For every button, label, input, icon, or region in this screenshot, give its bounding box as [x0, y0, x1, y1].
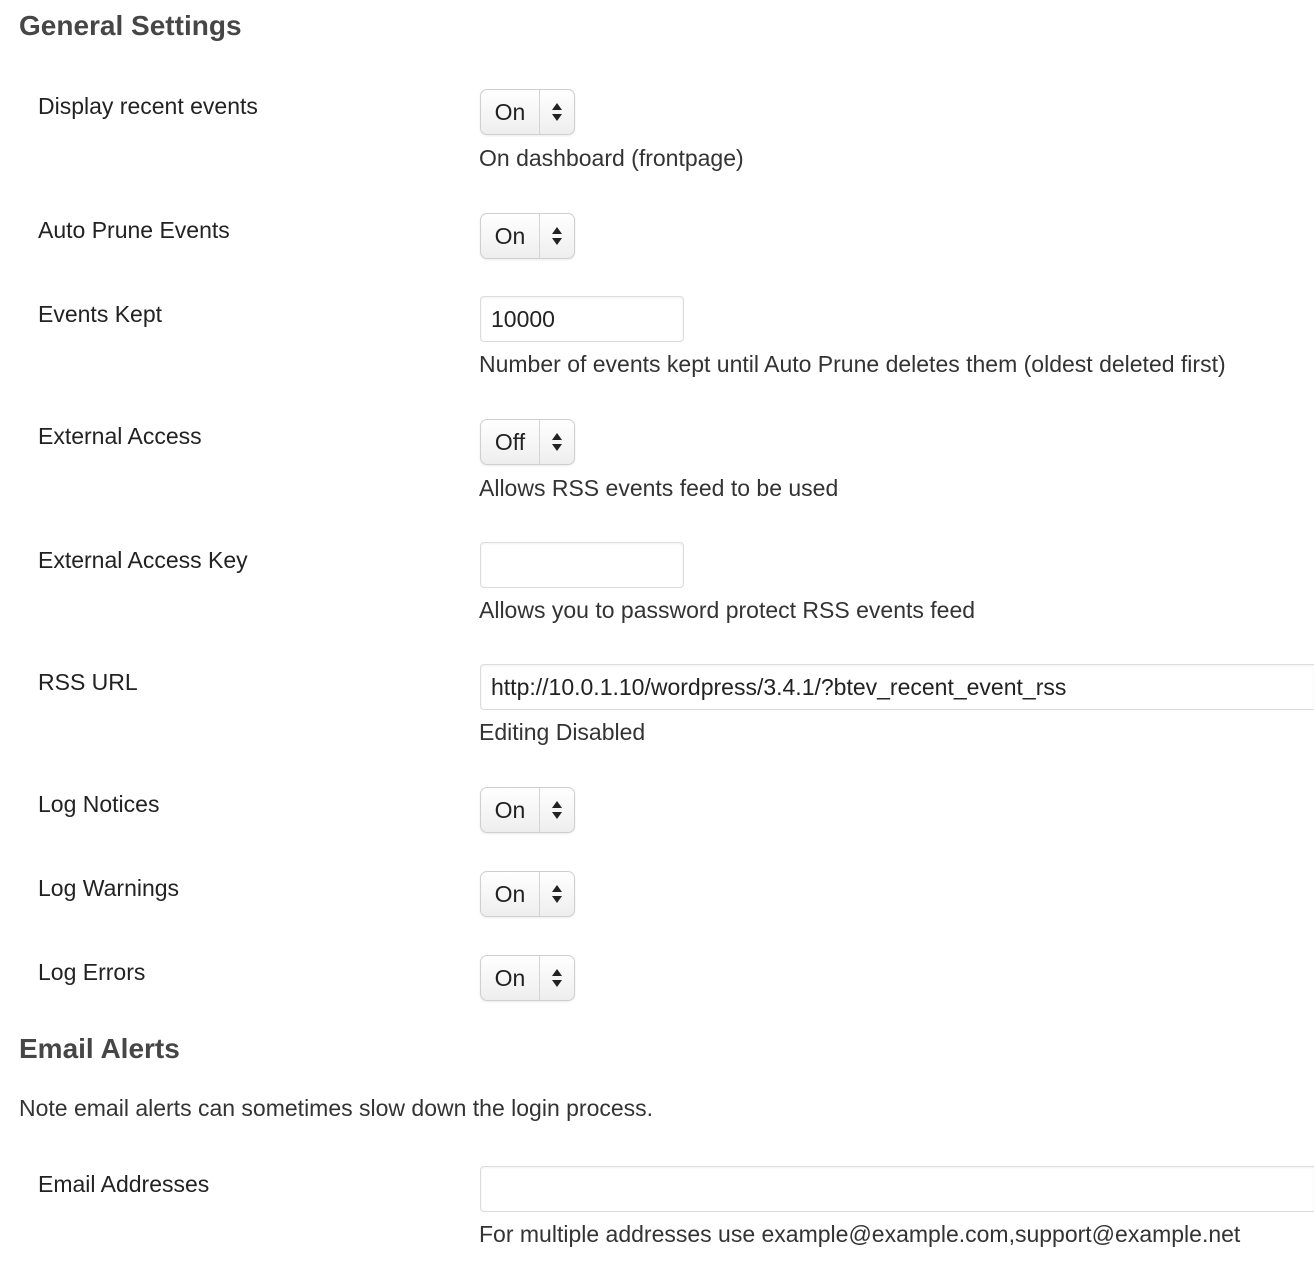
events-kept-input[interactable]: 10000	[480, 296, 684, 342]
auto-prune-events-select[interactable]	[480, 213, 575, 259]
up-down-arrows-icon	[540, 214, 574, 258]
external-access-key-label: External Access Key	[38, 547, 248, 573]
log-warnings-value: On	[494, 881, 526, 907]
log-notices-label: Log Notices	[38, 791, 160, 817]
external-access-value: Off	[494, 429, 526, 455]
external-access-description: Allows RSS events feed to be used	[479, 475, 839, 501]
email-addresses-description: For multiple addresses use example@example.com,support@example.net	[479, 1221, 1241, 1247]
display-recent-events-label: Display recent events	[38, 93, 258, 119]
up-down-arrows-icon	[540, 420, 574, 464]
display-recent-events-description: On dashboard (frontpage)	[479, 145, 744, 171]
display-recent-events-select[interactable]	[480, 89, 575, 135]
rss-url-label: RSS URL	[38, 669, 138, 695]
log-errors-value: On	[494, 965, 526, 991]
up-down-arrows-icon	[540, 956, 574, 1000]
email-alerts-note: Note email alerts can sometimes slow down the login process.	[19, 1095, 654, 1121]
log-warnings-select[interactable]	[480, 871, 575, 917]
up-down-arrows-icon	[540, 90, 574, 134]
external-access-key-description: Allows you to password protect RSS events feed	[479, 597, 976, 623]
general-settings-heading: General Settings	[19, 10, 242, 41]
log-warnings-label: Log Warnings	[38, 875, 180, 901]
email-addresses-label: Email Addresses	[38, 1171, 210, 1197]
display-recent-events-value: On	[494, 99, 526, 125]
up-down-arrows-icon	[540, 788, 574, 832]
auto-prune-events-label: Auto Prune Events	[38, 217, 230, 243]
email-addresses-input[interactable]	[480, 1166, 1314, 1212]
rss-url-description: Editing Disabled	[479, 719, 646, 745]
external-access-key-input[interactable]	[480, 542, 684, 588]
events-kept-description: Number of events kept until Auto Prune deletes them (oldest deleted first)	[479, 351, 1226, 377]
auto-prune-events-value: On	[494, 223, 526, 249]
events-kept-label: Events Kept	[38, 301, 163, 327]
external-access-label: External Access	[38, 423, 202, 449]
log-errors-select[interactable]	[480, 955, 575, 1001]
log-notices-value: On	[494, 797, 526, 823]
log-errors-label: Log Errors	[38, 959, 146, 985]
log-notices-select[interactable]	[480, 787, 575, 833]
external-access-select[interactable]	[480, 419, 575, 465]
rss-url-input[interactable]: http://10.0.1.10/wordpress/3.4.1/?btev_recent_event_rss	[480, 664, 1314, 710]
email-alerts-heading: Email Alerts	[19, 1033, 180, 1064]
up-down-arrows-icon	[540, 872, 574, 916]
